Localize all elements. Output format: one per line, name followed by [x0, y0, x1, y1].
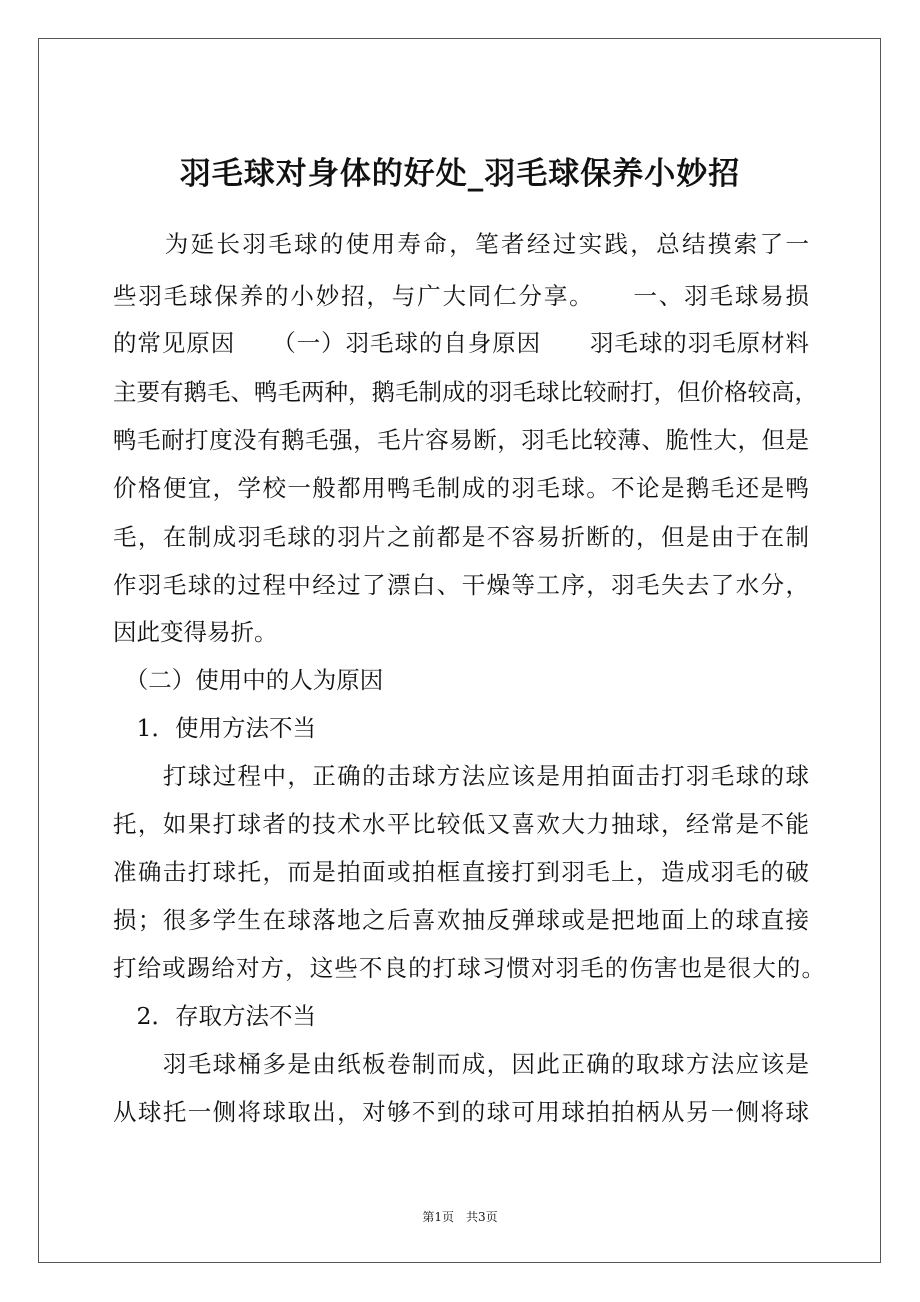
paragraph-line: 准确击打球托，而是拍面或拍框直接打到羽毛上，造成羽毛的破 — [113, 858, 809, 886]
paragraph-line: 为延长羽毛球的使用寿命，笔者经过实践，总结摸索了一 — [113, 230, 809, 258]
paragraph-line: 作羽毛球的过程中经过了漂白、干燥等工序，羽毛失去了水分， — [113, 571, 809, 599]
section-heading: 2．存取方法不当 — [113, 1002, 316, 1030]
paragraph-line: 些羽毛球保养的小妙招，与广大同仁分享。 一、羽毛球易损 — [113, 282, 809, 310]
paragraph-line: 打给或踢给对方，这些不良的打球习惯对羽毛的伤害也是很大的。 — [113, 954, 825, 982]
paragraph-line: 损；很多学生在球落地之后喜欢抽反弹球或是把地面上的球直接 — [113, 906, 809, 934]
paragraph-line: 打球过程中，正确的击球方法应该是用拍面击打羽毛球的球 — [113, 762, 809, 790]
page-number: 第1页 共3页 — [422, 1210, 498, 1224]
paragraph-line: 因此变得易折。 — [113, 618, 278, 646]
paragraph-line: 羽毛球桶多是由纸板卷制而成，因此正确的取球方法应该是 — [113, 1050, 809, 1078]
paragraph-line: 毛，在制成羽毛球的羽片之前都是不容易折断的，但是由于在制 — [113, 523, 809, 551]
paragraph-line: 的常见原因 （一）羽毛球的自身原因 羽毛球的羽毛原材料 — [113, 329, 809, 357]
section-heading: （二）使用中的人为原因 — [113, 666, 384, 694]
paragraph-line: 主要有鹅毛、鸭毛两种，鹅毛制成的羽毛球比较耐打，但价格较高， — [113, 378, 818, 406]
document-title: 羽毛球对身体的好处_羽毛球保养小妙招 — [179, 156, 741, 192]
paragraph-line: 托，如果打球者的技术水平比较低又喜欢大力抽球，经常是不能 — [113, 810, 809, 838]
paragraph-line: 鸭毛耐打度没有鹅毛强，毛片容易断，羽毛比较薄、脆性大，但是 — [113, 426, 809, 454]
paragraph-line: 从球托一侧将球取出，对够不到的球可用球拍拍柄从另一侧将球 — [113, 1098, 809, 1126]
paragraph-line: 价格便宜，学校一般都用鸭毛制成的羽毛球。不论是鹅毛还是鸭 — [113, 474, 809, 502]
section-heading: 1．使用方法不当 — [113, 714, 316, 742]
